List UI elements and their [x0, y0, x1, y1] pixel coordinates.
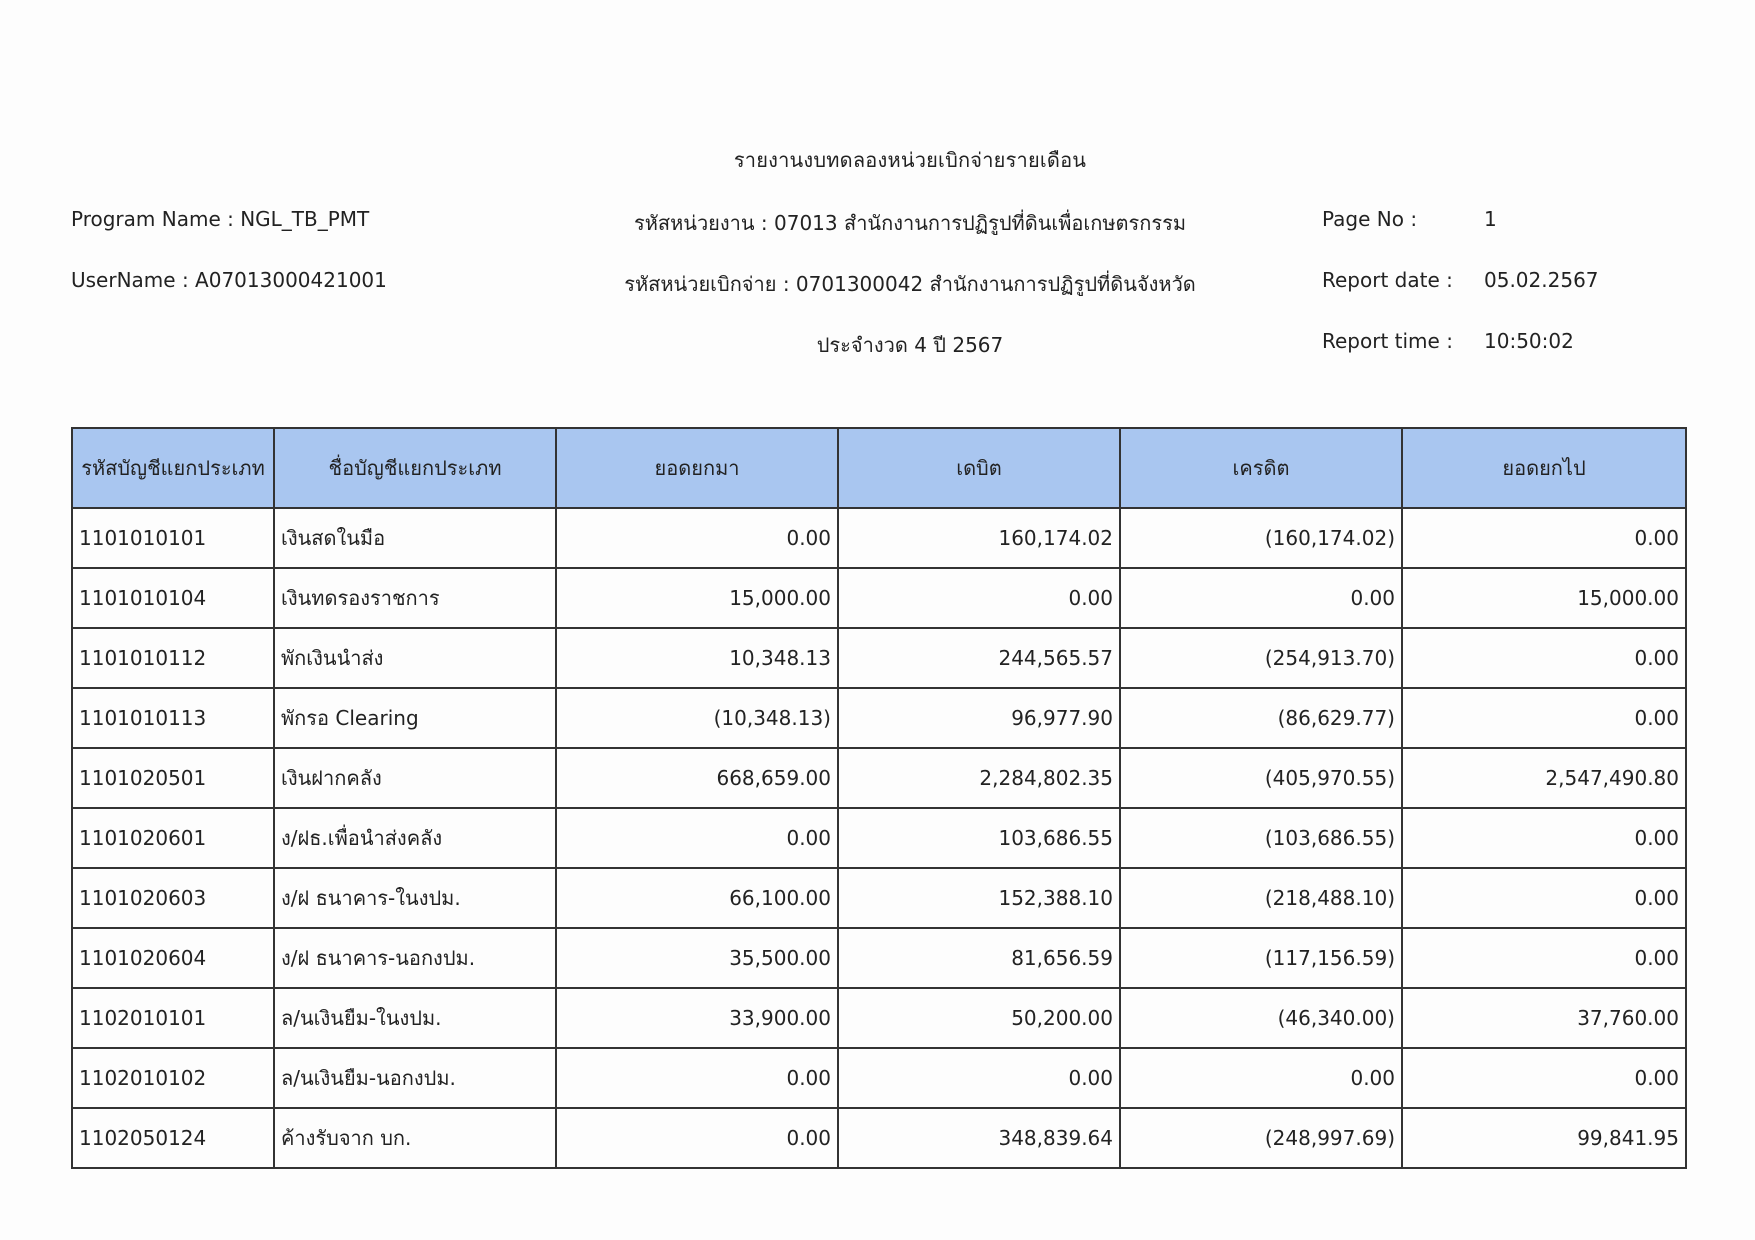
- account-name-cell: เงินสดในมือ: [274, 508, 556, 568]
- report-title: รายงานงบทดลองหน่วยเบิกจ่ายรายเดือน: [733, 148, 1087, 172]
- credit-cell: (248,997.69): [1120, 1108, 1402, 1168]
- account-code-cell: 1101010112: [72, 628, 274, 688]
- closing-balance-cell: 0.00: [1402, 928, 1686, 988]
- opening-balance-cell: 0.00: [556, 508, 838, 568]
- report-date-value: 05.02.2567: [1484, 268, 1599, 292]
- column-header-account-code: รหัสบัญชีแยกประเภท: [72, 428, 274, 508]
- closing-balance-cell: 0.00: [1402, 808, 1686, 868]
- closing-balance-cell: 0.00: [1402, 1048, 1686, 1108]
- opening-balance-cell: 35,500.00: [556, 928, 838, 988]
- credit-cell: (103,686.55): [1120, 808, 1402, 868]
- account-code-cell: 1101010113: [72, 688, 274, 748]
- account-name-cell: ง/ฝธ.เพื่อนำส่งคลัง: [274, 808, 556, 868]
- page-no-value: 1: [1484, 207, 1497, 231]
- table-row: [72, 928, 1686, 988]
- account-name-cell: พักเงินนำส่ง: [274, 628, 556, 688]
- account-code-cell: 1101010101: [72, 508, 274, 568]
- report-date-label: Report date :: [1322, 268, 1453, 292]
- column-header-account-name: ชื่อบัญชีแยกประเภท: [274, 428, 556, 508]
- closing-balance-cell: 2,547,490.80: [1402, 748, 1686, 808]
- credit-cell: (46,340.00): [1120, 988, 1402, 1048]
- debit-cell: 103,686.55: [838, 808, 1120, 868]
- table-row: [72, 1048, 1686, 1108]
- opening-balance-cell: 0.00: [556, 1108, 838, 1168]
- page-no-label: Page No :: [1322, 207, 1418, 231]
- table-row: [72, 748, 1686, 808]
- account-code-cell: 1101020601: [72, 808, 274, 868]
- report-time-label: Report time :: [1322, 329, 1453, 353]
- program-name: Program Name : NGL_TB_PMT: [71, 207, 370, 231]
- account-name-cell: ค้างรับจาก บก.: [274, 1108, 556, 1168]
- credit-cell: (86,629.77): [1120, 688, 1402, 748]
- closing-balance-cell: 0.00: [1402, 868, 1686, 928]
- credit-cell: (218,488.10): [1120, 868, 1402, 928]
- column-header-closing-balance: ยอดยกไป: [1402, 428, 1686, 508]
- account-name-cell: ง/ฝ ธนาคาร-นอกงปม.: [274, 928, 556, 988]
- account-code-cell: 1102010102: [72, 1048, 274, 1108]
- opening-balance-cell: 0.00: [556, 1048, 838, 1108]
- credit-cell: (405,970.55): [1120, 748, 1402, 808]
- account-code-cell: 1101020604: [72, 928, 274, 988]
- account-code-cell: 1101020501: [72, 748, 274, 808]
- credit-cell: (254,913.70): [1120, 628, 1402, 688]
- opening-balance-cell: 15,000.00: [556, 568, 838, 628]
- debit-cell: 81,656.59: [838, 928, 1120, 988]
- opening-balance-cell: 10,348.13: [556, 628, 838, 688]
- closing-balance-cell: 0.00: [1402, 628, 1686, 688]
- column-header-opening-balance: ยอดยกมา: [556, 428, 838, 508]
- debit-cell: 0.00: [838, 1048, 1120, 1108]
- debit-cell: 2,284,802.35: [838, 748, 1120, 808]
- account-name-cell: ล/นเงินยืม-นอกงปม.: [274, 1048, 556, 1108]
- account-code-cell: 1102050124: [72, 1108, 274, 1168]
- debit-cell: 244,565.57: [838, 628, 1120, 688]
- debit-cell: 348,839.64: [838, 1108, 1120, 1168]
- table-row: [72, 868, 1686, 928]
- account-code-cell: 1101010104: [72, 568, 274, 628]
- opening-balance-cell: 66,100.00: [556, 868, 838, 928]
- column-header-debit: เดบิต: [838, 428, 1120, 508]
- account-name-cell: เงินทดรองราชการ: [274, 568, 556, 628]
- opening-balance-cell: 0.00: [556, 808, 838, 868]
- closing-balance-cell: 99,841.95: [1402, 1108, 1686, 1168]
- user-name: UserName : A07013000421001: [71, 268, 387, 292]
- table-header-row: [72, 428, 1686, 508]
- credit-cell: (117,156.59): [1120, 928, 1402, 988]
- credit-cell: 0.00: [1120, 568, 1402, 628]
- debit-cell: 50,200.00: [838, 988, 1120, 1048]
- table-row: [72, 628, 1686, 688]
- closing-balance-cell: 0.00: [1402, 508, 1686, 568]
- trial-balance-table: [71, 427, 1687, 1169]
- closing-balance-cell: 0.00: [1402, 688, 1686, 748]
- account-name-cell: เงินฝากคลัง: [274, 748, 556, 808]
- table-row: [72, 988, 1686, 1048]
- account-code-cell: 1102010101: [72, 988, 274, 1048]
- disbursement-unit-line: รหัสหน่วยเบิกจ่าย : 0701300042 สำนักงานการปฏิรูปที่ดินจังหวัด: [624, 272, 1196, 296]
- opening-balance-cell: (10,348.13): [556, 688, 838, 748]
- table-row: [72, 1108, 1686, 1168]
- debit-cell: 160,174.02: [838, 508, 1120, 568]
- debit-cell: 0.00: [838, 568, 1120, 628]
- debit-cell: 152,388.10: [838, 868, 1120, 928]
- agency-line: รหัสหน่วยงาน : 07013 สำนักงานการปฏิรูปที่ดินเพื่อเกษตรกรรม: [633, 211, 1187, 235]
- credit-cell: (160,174.02): [1120, 508, 1402, 568]
- table-row: [72, 808, 1686, 868]
- column-header-credit: เครดิต: [1120, 428, 1402, 508]
- opening-balance-cell: 668,659.00: [556, 748, 838, 808]
- account-name-cell: พักรอ Clearing: [274, 688, 556, 748]
- table-row: [72, 688, 1686, 748]
- credit-cell: 0.00: [1120, 1048, 1402, 1108]
- closing-balance-cell: 37,760.00: [1402, 988, 1686, 1048]
- period-line: ประจำงวด 4 ปี 2567: [816, 333, 1004, 357]
- table-row: [72, 568, 1686, 628]
- account-name-cell: ล/นเงินยืม-ในงปม.: [274, 988, 556, 1048]
- debit-cell: 96,977.90: [838, 688, 1120, 748]
- table-row: [72, 508, 1686, 568]
- account-name-cell: ง/ฝ ธนาคาร-ในงปม.: [274, 868, 556, 928]
- closing-balance-cell: 15,000.00: [1402, 568, 1686, 628]
- report-time-value: 10:50:02: [1484, 329, 1574, 353]
- account-code-cell: 1101020603: [72, 868, 274, 928]
- opening-balance-cell: 33,900.00: [556, 988, 838, 1048]
